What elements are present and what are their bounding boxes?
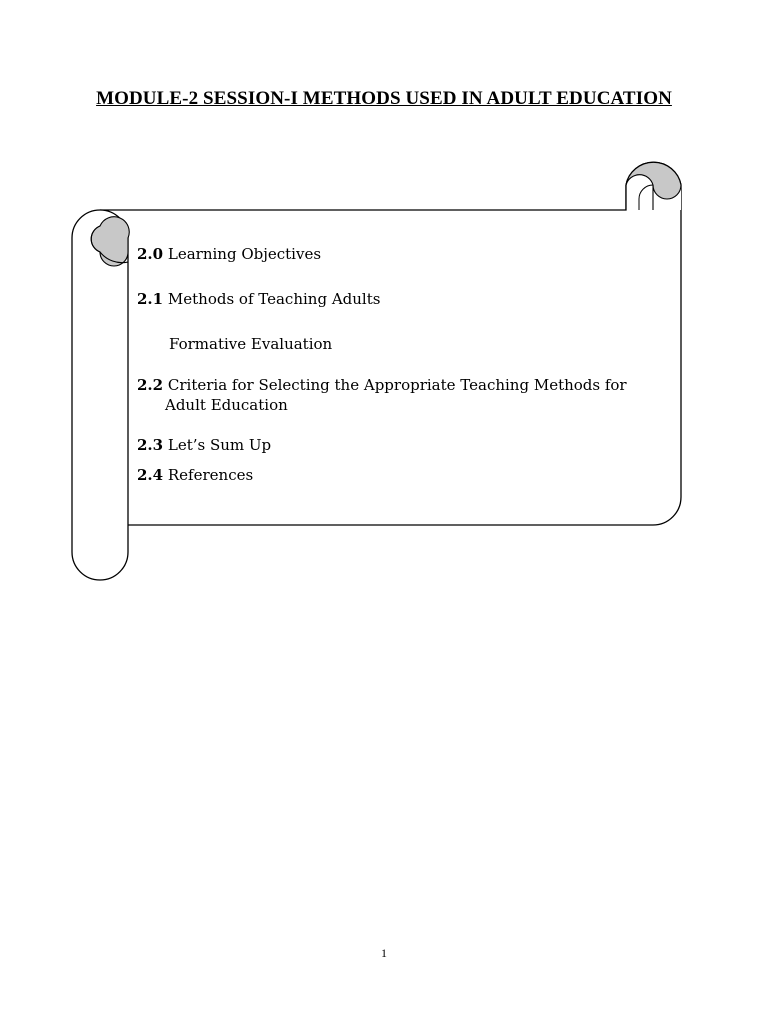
toc-item-label-continuation: Adult Education [165,396,288,414]
toc-item-2-4 [137,465,253,485]
toc-item-number: 2.1 [137,290,164,308]
toc-item-2-0 [137,244,321,264]
toc-item-number: 2.3 [137,436,164,454]
toc-item-2-2 [137,375,627,415]
toc-item-number: 2.0 [137,245,164,263]
toc-item-2-1 [137,289,380,309]
scroll-left-roll [72,210,128,580]
page-number: 1 [381,946,387,960]
toc-item-number: 2.4 [137,466,164,484]
toc-subitem-formative-evaluation: Formative Evaluation [169,335,333,353]
toc-item-2-3 [137,435,271,455]
toc-item-label: Methods of Teaching Adults [167,290,381,308]
toc-item-label: Let’s Sum Up [167,436,272,454]
toc-item-label: Learning Objectives [167,245,322,263]
toc-item-label: References [167,466,254,484]
page-title: MODULE-2 SESSION-I METHODS USED IN ADULT EDUCATION [96,88,672,109]
toc-item-label: Criteria for Selecting the Appropriate Teaching Methods for [167,376,627,394]
toc-item-number: 2.2 [137,376,164,394]
